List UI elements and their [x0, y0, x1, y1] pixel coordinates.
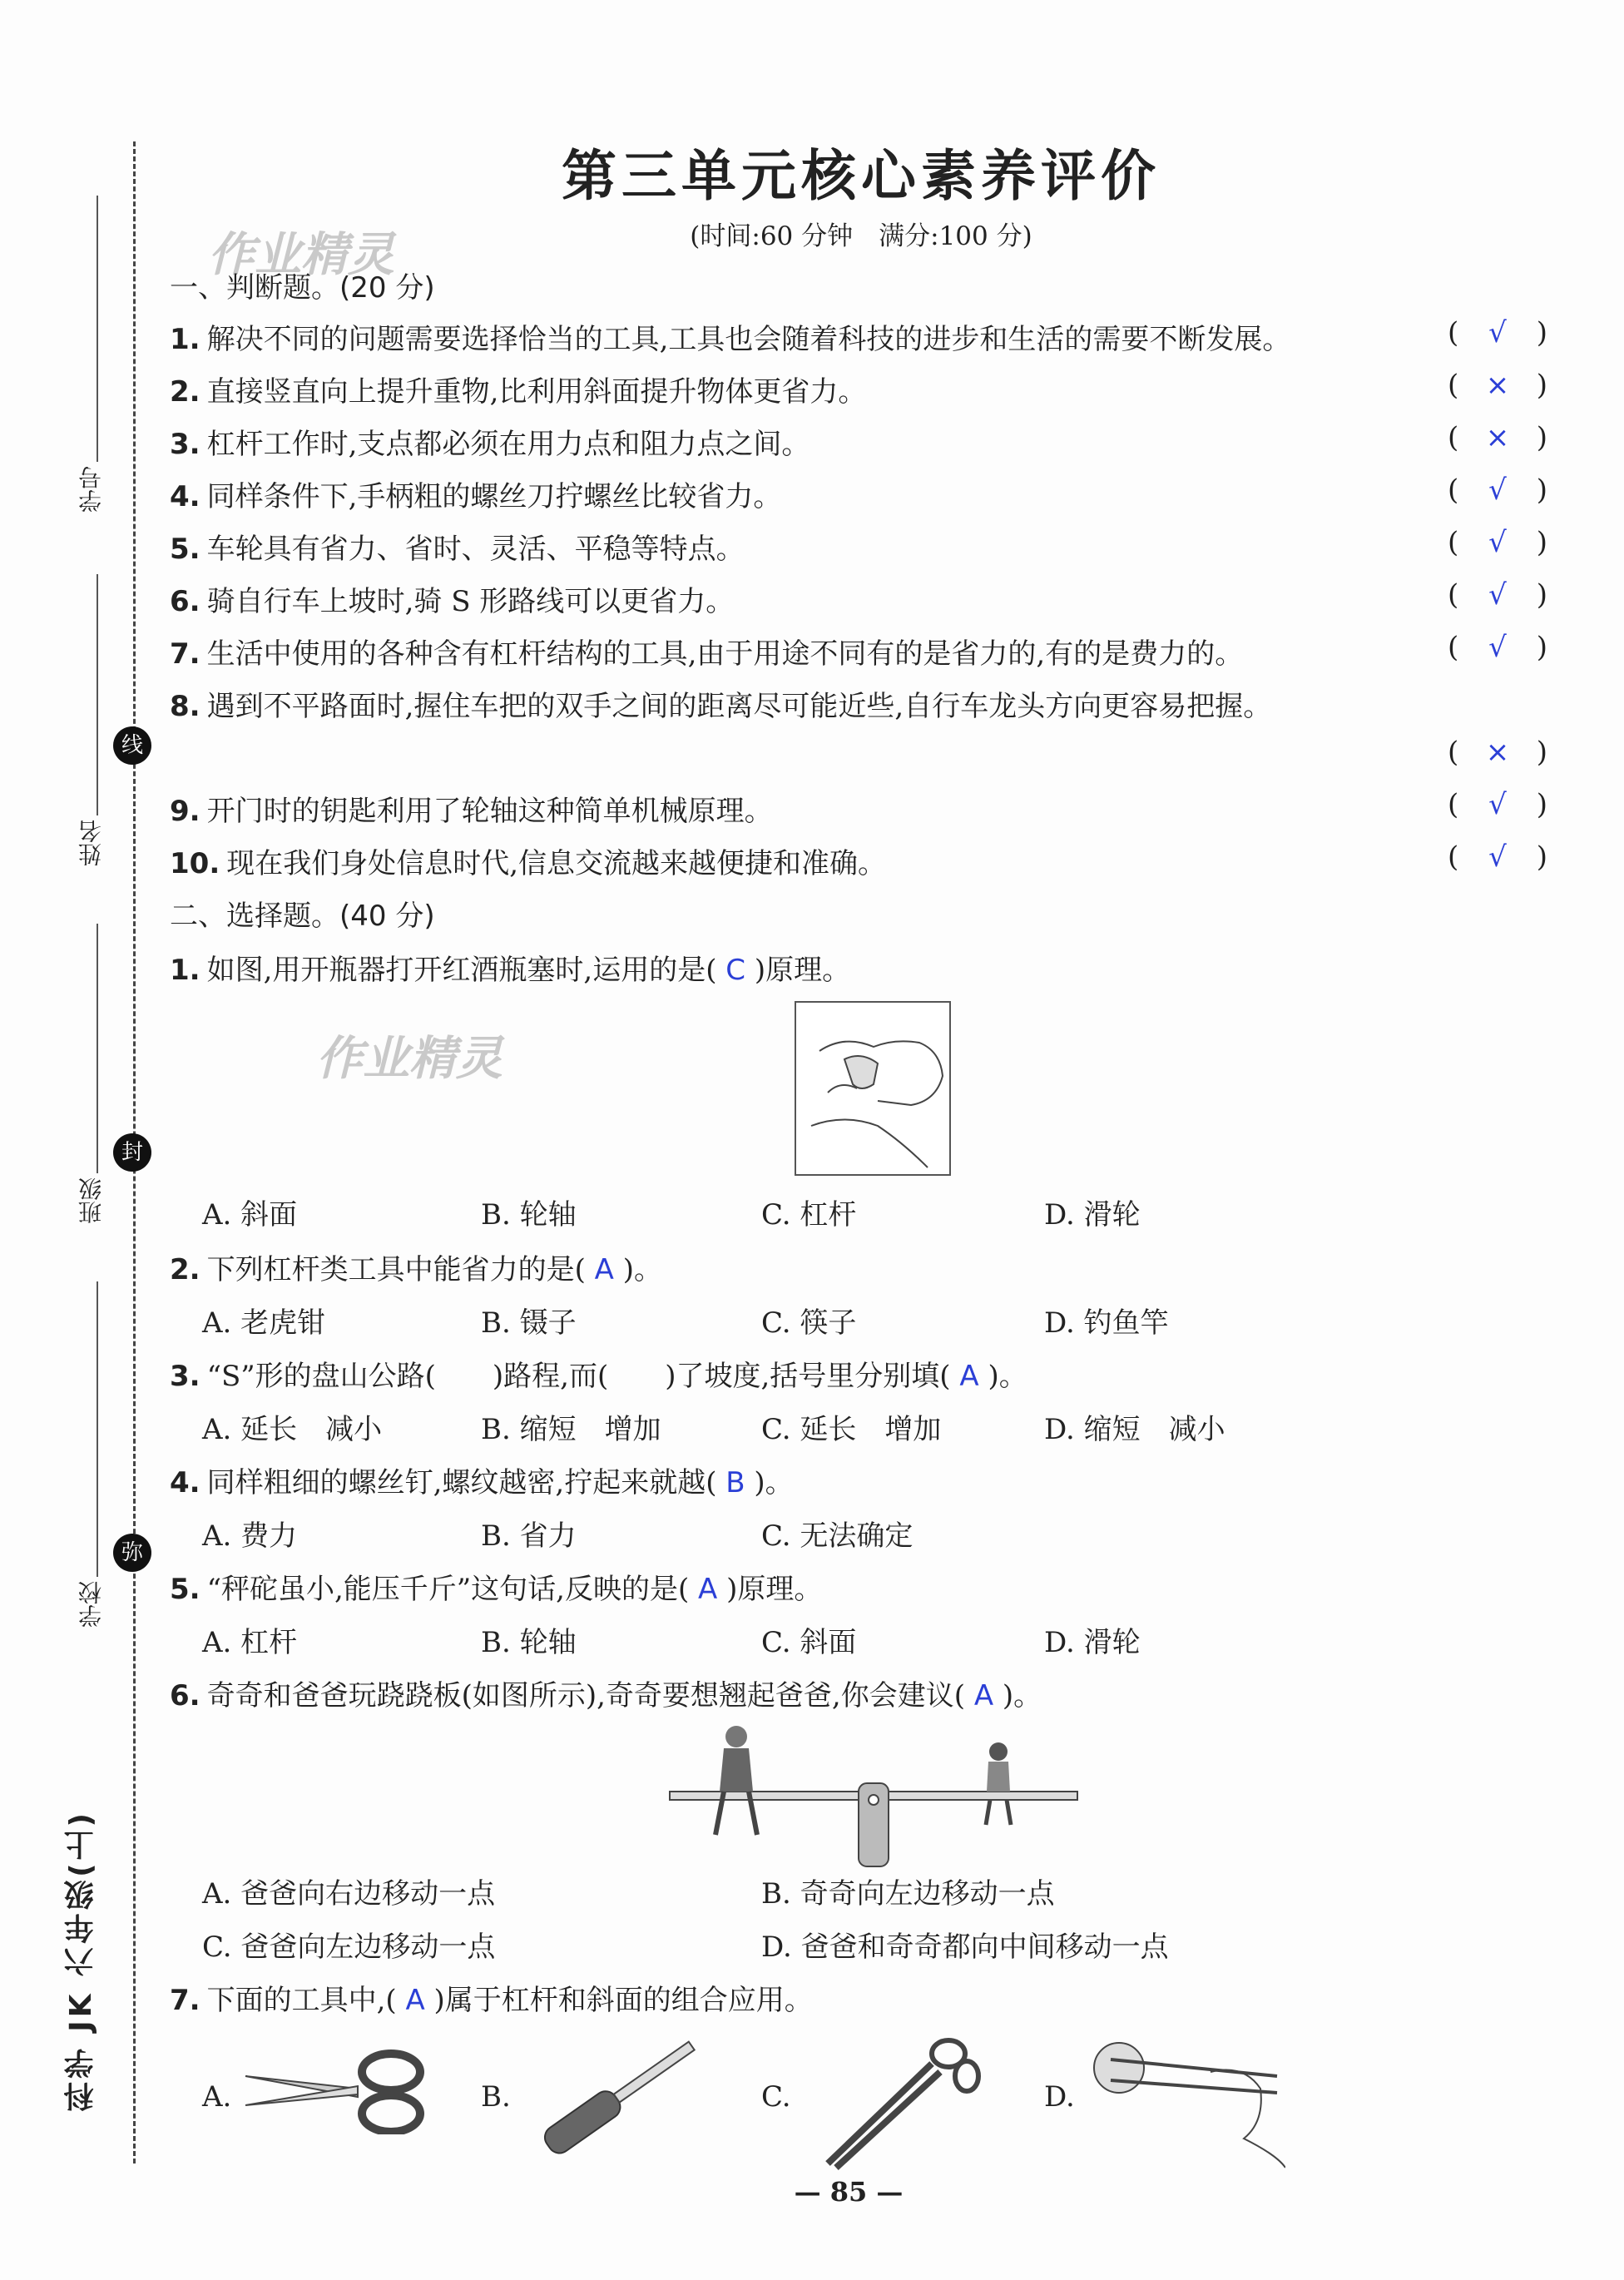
answer: × [1485, 369, 1510, 402]
screwdriver-illustration [516, 2030, 715, 2164]
option: C. 杠杆 [761, 1198, 857, 1232]
choice-question [170, 1353, 1027, 1394]
item-text: 骑自行车上坡时,骑 S 形路线可以更省力。 [206, 585, 735, 618]
answer-bracket: ( √ ) [1448, 578, 1547, 612]
question-text: 下面的工具中,( [206, 1984, 397, 2017]
answer: √ [1488, 316, 1507, 349]
margin-underline [97, 196, 98, 462]
question-text: 奇奇和爸爸玩跷跷板(如图所示),奇奇要想翘起爸爸,你会建议( [206, 1679, 965, 1712]
answer: A [959, 1360, 979, 1393]
item-number: 7. [170, 637, 201, 671]
option: A. [202, 2080, 232, 2114]
question-text: 如图,用开瓶器打开红酒瓶塞时,运用的是( [206, 954, 717, 987]
item-number: 2. [170, 375, 201, 409]
answer: √ [1488, 788, 1507, 821]
corkscrew-hand-illustration [795, 1001, 951, 1176]
answer: √ [1488, 526, 1507, 559]
scissors-illustration [241, 2043, 433, 2134]
option: A. 老虎钳 [202, 1306, 326, 1340]
section-heading: 一、判断题。(20 分) [170, 271, 435, 305]
answer: A [405, 1984, 425, 2017]
option: C. [761, 2080, 791, 2114]
margin-underline [97, 1281, 98, 1577]
page-number: — 85 — [794, 2176, 904, 2208]
answer: C [725, 954, 746, 987]
seesaw-illustration [666, 1718, 1082, 1876]
watermark: 作业精灵 [208, 228, 394, 282]
option: C. 斜面 [761, 1626, 857, 1659]
answer-bracket: ( √ ) [1448, 526, 1547, 559]
answer: A [594, 1253, 614, 1286]
answer-bracket: ( × ) [1448, 369, 1547, 402]
option: A. 费力 [202, 1519, 298, 1553]
item-number: 5. [170, 533, 201, 566]
choice-question [170, 947, 850, 988]
item-text: 直接竖直向上提升重物,比利用斜面提升物体更省力。 [206, 375, 867, 409]
margin-label-school: 学校 [77, 1581, 105, 1628]
item-number: 6. [170, 1679, 201, 1712]
section-heading: 二、选择题。(40 分) [170, 900, 435, 933]
book-title: 科学 JK 六年级(上) [64, 1810, 98, 2113]
item-number: 3. [170, 1360, 201, 1393]
judge-item [170, 421, 810, 462]
question-text: “秤砣虽小,能压千斤”这句话,反映的是( [206, 1573, 690, 1606]
item-text: 杠杆工作时,支点都必须在用力点和阻力点之间。 [206, 428, 810, 461]
answer-bracket: ( √ ) [1448, 840, 1547, 874]
judge-item [170, 473, 781, 514]
question-text: )原理。 [754, 954, 851, 987]
page-subtitle: (时间:60 分钟 满分:100 分) [690, 221, 1032, 251]
item-number: 4. [170, 480, 201, 513]
answer: B [725, 1466, 745, 1499]
margin-label-class: 班级 [77, 1177, 105, 1224]
item-number: 3. [170, 428, 201, 461]
choice-question [170, 1673, 1042, 1713]
option: A. 延长 减小 [202, 1413, 383, 1446]
option: D. [1044, 2080, 1075, 2114]
answer-bracket: ( × ) [1448, 421, 1547, 454]
item-number: 4. [170, 1466, 201, 1499]
judge-item [170, 840, 886, 881]
answer-bracket: ( √ ) [1448, 631, 1547, 664]
item-number: 10. [170, 847, 220, 880]
judge-item [170, 631, 1243, 672]
answer: √ [1488, 578, 1507, 612]
option: D. 钓鱼竿 [1044, 1306, 1169, 1340]
item-text: 遇到不平路面时,握住车把的双手之间的距离尽可能近些,自行车龙头方向更容易把握。 [206, 690, 1272, 723]
watermark: 作业精灵 [316, 1032, 503, 1086]
option: C. 爸爸向左边移动一点 [202, 1931, 496, 1964]
option: B. 轮轴 [481, 1626, 577, 1659]
item-number: 9. [170, 795, 201, 828]
judge-item [170, 578, 734, 619]
item-text: 同样条件下,手柄粗的螺丝刀拧螺丝比较省力。 [206, 480, 782, 513]
option: A. 斜面 [202, 1198, 298, 1232]
option: D. 滑轮 [1044, 1198, 1141, 1232]
answer: √ [1488, 473, 1507, 507]
margin-underline [97, 924, 98, 1173]
answer: A [973, 1679, 994, 1712]
cut-mark: 封 [113, 1133, 151, 1172]
question-text: )。 [988, 1360, 1027, 1393]
answer-bracket: ( × ) [1448, 736, 1547, 769]
answer: × [1485, 736, 1510, 769]
question-text: )。 [1002, 1679, 1042, 1712]
item-number: 1. [170, 954, 201, 987]
question-text: )。 [622, 1253, 662, 1286]
judge-item [170, 683, 1271, 724]
item-text: 现在我们身处信息时代,信息交流越来越便捷和准确。 [226, 847, 887, 880]
option: C. 筷子 [761, 1306, 857, 1340]
question-text: )。 [754, 1466, 794, 1499]
option: B. 镊子 [481, 1306, 577, 1340]
item-text: 车轮具有省力、省时、灵活、平稳等特点。 [206, 533, 745, 566]
answer: × [1485, 421, 1510, 454]
option: D. 缩短 减小 [1044, 1413, 1225, 1446]
cut-mark: 线 [113, 726, 151, 765]
answer: √ [1488, 631, 1507, 664]
answer: A [698, 1573, 718, 1606]
judge-item [170, 788, 773, 829]
question-text: 下列杠杆类工具中能省力的是( [206, 1253, 586, 1286]
judge-item [170, 526, 745, 567]
answer-bracket: ( √ ) [1448, 316, 1547, 349]
margin-underline [97, 574, 98, 815]
option: C. 无法确定 [761, 1519, 914, 1553]
margin-label-name: 姓名 [77, 820, 105, 866]
question-text: “S”形的盘山公路( )路程,而( )了坡度,括号里分别填( [206, 1360, 951, 1393]
question-text: 同样粗细的螺丝钉,螺纹越密,拧起来就越( [206, 1466, 717, 1499]
item-text: 生活中使用的各种含有杠杆结构的工具,由于用途不同有的是省力的,有的是费力的。 [206, 637, 1244, 671]
question-text: )属于杠杆和斜面的组合应用。 [433, 1984, 813, 2017]
option: B. 奇奇向左边移动一点 [761, 1877, 1055, 1911]
item-text: 解决不同的问题需要选择恰当的工具,工具也会随着科技的进步和生活的需要不断发展。 [206, 323, 1291, 356]
answer-bracket: ( √ ) [1448, 788, 1547, 821]
option: A. 杠杆 [202, 1626, 298, 1659]
choice-question [170, 1566, 822, 1607]
option: B. 省力 [481, 1519, 577, 1553]
option: B. 缩短 增加 [481, 1413, 661, 1446]
answer-bracket: ( √ ) [1448, 473, 1547, 507]
answer: √ [1488, 840, 1507, 874]
judge-item [170, 369, 866, 409]
tongs-illustration [815, 2030, 982, 2172]
option: A. 爸爸向右边移动一点 [202, 1877, 496, 1911]
choice-question [170, 1247, 662, 1287]
option: D. 爸爸和奇奇都向中间移动一点 [761, 1931, 1169, 1964]
margin-label-student-id: 学号 [77, 466, 105, 513]
item-number: 8. [170, 690, 201, 723]
item-text: 开门时的钥匙利用了轮轴这种简单机械原理。 [206, 795, 773, 828]
item-number: 5. [170, 1573, 201, 1606]
choice-question [170, 1977, 813, 2018]
item-number: 2. [170, 1253, 201, 1286]
item-number: 6. [170, 585, 201, 618]
item-number: 7. [170, 1984, 201, 2017]
option: B. 轮轴 [481, 1198, 577, 1232]
item-number: 1. [170, 323, 201, 356]
option: B. [481, 2080, 511, 2114]
choice-question [170, 1460, 794, 1500]
question-text: )原理。 [726, 1573, 823, 1606]
cut-mark: 弥 [113, 1534, 151, 1572]
judge-item [170, 316, 1290, 357]
chopsticks-hand-illustration [1086, 2030, 1285, 2172]
page-title: 第三单元核心素养评价 [562, 144, 1161, 208]
option: D. 滑轮 [1044, 1626, 1141, 1659]
option: C. 延长 增加 [761, 1413, 942, 1446]
